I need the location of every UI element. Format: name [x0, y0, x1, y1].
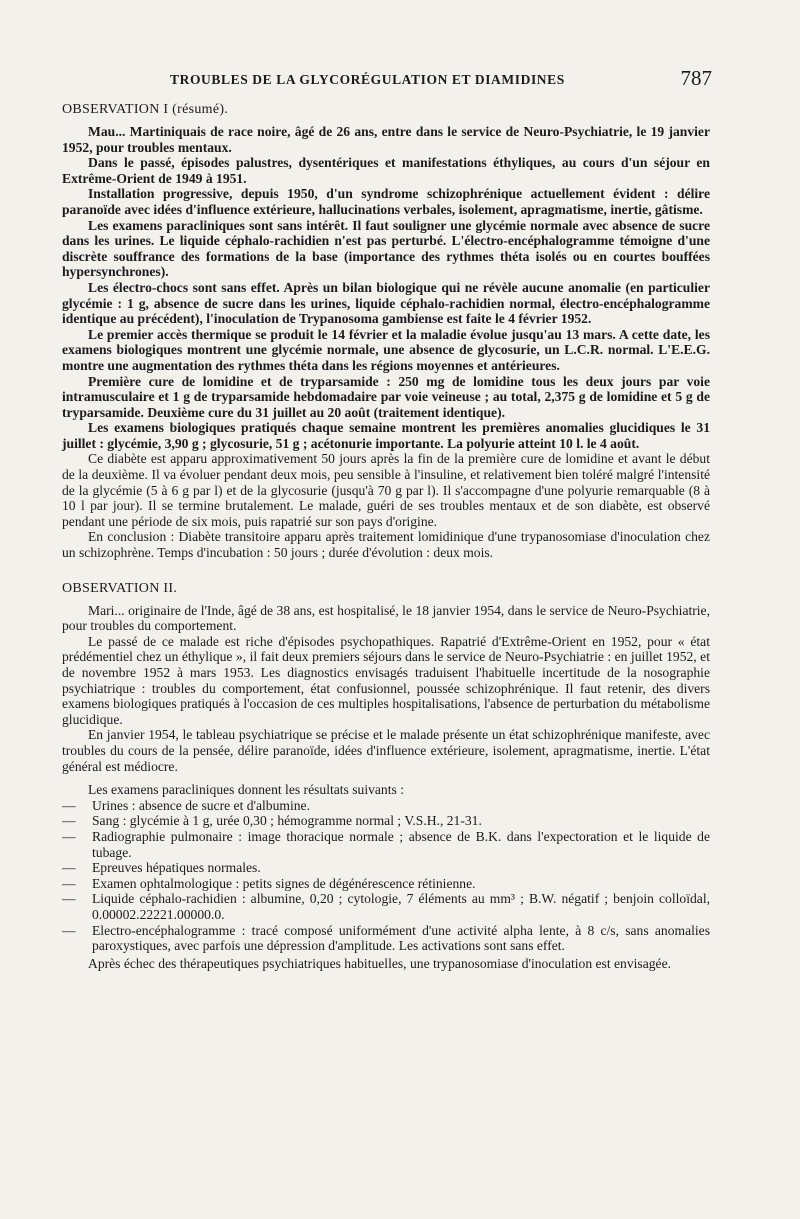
- paragraph: Les électro-chocs sont sans effet. Après un bilan biologique qui ne révèle aucune anomalie (en particulier glycémie : 1 g, absence de sucre dans les urines, liquide céphalo-rachidien normal, électro-encéphalogramme identique au précédent), l'inoculation de Trypanosoma gambiense est faite le 4 février 1952.: [62, 279, 710, 327]
- paragraph: Ce diabète est apparu approximativement 50 jours après la fin de la première cure de lomidine et avant le début de la deuxième. Il va évoluer pendant deux mois, peu sensible à l'insuline, et relativement bien toléré malgré l'intensité de la glycémie (5 à 6 g par l) et de la glycosurie (jusqu'à 70 g par l). Il s'accompagne d'une polyurie remarquable (8 à 10 l par jour). Il se termine brutalement. Le malade, guéri de ses troubles mentaux et de son diabète, est observé pendant une période de six mois, puis rapatrié sur son pays d'origine.: [62, 451, 710, 529]
- list-item-text: Electro-encéphalogramme : tracé composé uniformément d'une activité alpha lente, à 8 c/s, sans anomalies paroxystiques, avec parfois une dépression d'amplitude. Les activations sont sans effet.: [92, 922, 710, 954]
- paragraph: Dans le passé, épisodes palustres, dysentériques et manifestations éthyliques, au cours d'un séjour en Extrême-Orient de 1949 à 1951.: [62, 155, 710, 186]
- dash-marker: —: [62, 797, 76, 813]
- page-number: 787: [680, 66, 712, 90]
- dash-marker: —: [62, 875, 76, 891]
- dash-marker: —: [62, 922, 76, 938]
- paragraph: En conclusion : Diabète transitoire apparu après traitement lomidinique d'une trypanosomiase d'inoculation chez un schizophrène. Temps d'incubation : 50 jours ; durée d'évolution : deux mois.: [62, 529, 710, 561]
- paragraph: Les examens paracliniques sont sans intérêt. Il faut souligner une glycémie normale avec absence de sucre dans les urines. Le liquide céphalo-rachidien n'est pas perturbé. L'électro-encéphalogramme témoigne d'une discrète souffrance des formations de la base (importance des rythmes théta isolés ou en courtes bouffées hypersynchrones).: [62, 217, 710, 280]
- list-item: [62, 829, 710, 860]
- paragraph: Installation progressive, depuis 1950, d'un syndrome schizophrénique actuellement évident : délire paranoïde avec idées d'influence extérieure, hallucinations verbales, isolement, apragmatisme, inertie, gâtisme.: [62, 186, 710, 217]
- list-item: [62, 876, 710, 892]
- observation-1-body: [62, 124, 710, 561]
- list-item: [62, 798, 710, 814]
- paragraph: Les examens biologiques pratiqués chaque semaine montrent les premières anomalies glucidiques le 31 juillet : glycémie, 3,90 g ; glycosurie, 51 g ; acétonurie importante. La polyurie atteint 10 l. le 4 août.: [62, 420, 710, 451]
- dash-marker: —: [62, 828, 76, 844]
- paragraph: Le premier accès thermique se produit le 14 février et la maladie évolue jusqu'au 13 mars. A cette date, les examens biologiques montrent une glycémie normale, une absence de glycosurie, un L.C.R. normal. L'E.E.G. montre une augmentation des rythmes théta dans les régions moyennes et antérieures.: [62, 326, 710, 373]
- paragraph: Première cure de lomidine et de tryparsamide : 250 mg de lomidine tous les deux jours par voie intramusculaire et 1 g de tryparsamide hebdomadaire par voie veineuse ; au total, 2,375 g de lomidine et 5 g de tryparsamide. Deuxième cure du 31 juillet au 20 août (traitement identique).: [62, 373, 710, 420]
- observation-1-heading: OBSERVATION I (résumé).: [62, 102, 229, 117]
- list-item: [62, 923, 710, 954]
- list-item-text: Examen ophtalmologique : petits signes de dégénérescence rétinienne.: [92, 875, 476, 891]
- paragraph: Mari... originaire de l'Inde, âgé de 38 ans, est hospitalisé, le 18 janvier 1954, dans le service de Neuro-Psychiatrie, pour troubles du comportement.: [62, 602, 710, 634]
- running-title: TROUBLES DE LA GLYCORÉGULATION ET DIAMIDINES: [170, 72, 565, 87]
- list-item-text: Urines : absence de sucre et d'albumine.: [92, 797, 310, 813]
- paragraph: Les examens paracliniques donnent les résultats suivants :: [88, 782, 404, 798]
- list-item-text: Epreuves hépatiques normales.: [92, 860, 261, 876]
- list-item: [62, 813, 710, 829]
- paragraph: En janvier 1954, le tableau psychiatrique se précise et le malade présente un état schizophrénique manifeste, avec troubles du cours de la pensée, délire paranoïde, idées d'influence extérieure, isolement, apragmatisme, inertie. L'état général est médiocre.: [62, 727, 710, 774]
- closing-paragraph: Après échec des thérapeutiques psychiatriques habituelles, une trypanosomiase d'inoculation est envisagée.: [88, 955, 672, 971]
- dash-marker: —: [62, 813, 76, 829]
- running-header: [62, 62, 710, 96]
- dash-marker: —: [62, 860, 76, 876]
- list-item: [62, 860, 710, 876]
- list-item-text: Radiographie pulmonaire : image thoracique normale ; absence de B.K. dans l'expectoration et le liquide de tubage.: [92, 828, 710, 860]
- observation-2-body: [62, 603, 710, 972]
- paragraph: Mau... Martiniquais de race noire, âgé de 26 ans, entre dans le service de Neuro-Psychiatrie, le 19 janvier 1952, pour troubles mentaux.: [62, 124, 710, 155]
- exam-results-list: [62, 798, 710, 954]
- observation-2-heading: OBSERVATION II.: [62, 580, 178, 596]
- paragraph: Le passé de ce malade est riche d'épisodes psychopathiques. Rapatrié d'Extrême-Orient en 1952, pour « état prédémentiel chez un éthylique », il fait deux premiers séjours dans le service de Neuro-Psychiatrie : en juillet 1952, et de novembre 1952 à mars 1953. Les diagnostics envisagés traduisent l'habituelle incertitude de la nosographie psychiatrique : troubles du comportement, état confusionnel, poussée schizophrénique. Il faut retenir, des divers examens biologiques pratiqués à l'occasion de ces multiples hospitalisations, l'absence de perturbation du métabolisme glucidique.: [62, 633, 710, 727]
- dash-marker: —: [62, 891, 76, 907]
- list-item-text: Liquide céphalo-rachidien : albumine, 0,20 ; cytologie, 7 éléments au mm³ ; B.W. négatif ; benjoin colloïdal, 0.00002.22221.00000.0.: [92, 891, 710, 922]
- list-item-text: Sang : glycémie à 1 g, urée 0,30 ; hémogramme normal ; V.S.H., 21-31.: [92, 813, 482, 829]
- list-item: [62, 891, 710, 922]
